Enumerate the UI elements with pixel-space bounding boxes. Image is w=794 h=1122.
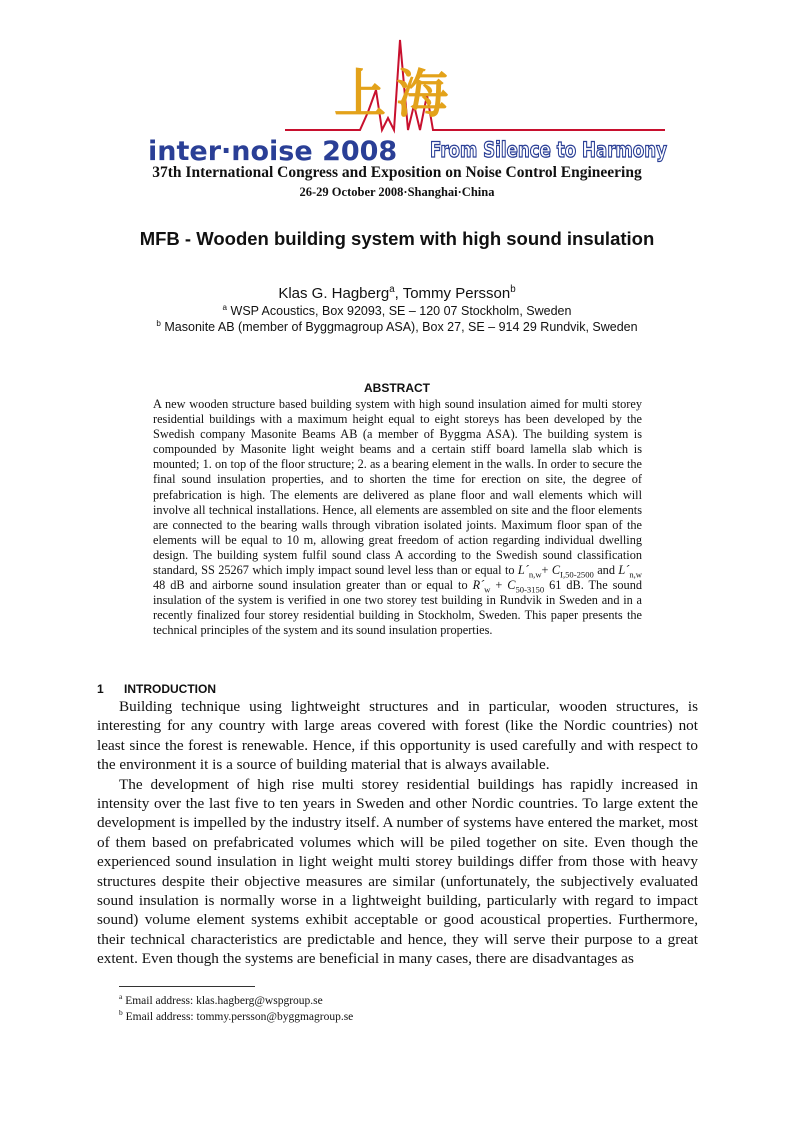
footnote-a-sup: a <box>119 992 123 1002</box>
symbol-ln-2-sub: n,w <box>629 569 642 580</box>
author-separator: , <box>394 285 403 302</box>
affiliation-a-text: WSP Acoustics, Box 92093, SE – 120 07 Stockholm, Sweden <box>227 304 572 318</box>
section-heading <box>97 682 216 696</box>
abstract-part-1: A new wooden structure based building system with high sound insulation aimed for multi storey residential buildings with a maximum height equal to eight storeys has been developed by the Swedish company Masonite Beams AB (a member of Byggma ASA). The building system is compounded by Masonite light weight beams and a certain stiff board lamella slab which is mounted; 1. on top of the floor structure; 2. as a bearing element in the walls. In order to secure the final sound insulation properties, and to shorten the time for erection on site, the degree of prefabrication is high. The elements are delivered as plane floor and wall elements which will involve all technical installations. Hence, all elements are assembled on site and the floor elements are connected to the bearing walls through vibration isolated joints. Maximum floor span of the elements will be equal to 10 m, allowing great freedom of action regarding individual dwelling design. The building system fulfil sound class A according to the Swedish sound classification standard, SS 25267 which imply impact sound level less than or equal to <box>153 397 642 578</box>
footnote-b-text: Email address: tommy.persson@byggmagroup.se <box>122 1011 354 1023</box>
congress-dates: 26-29 October 2008·Shanghai·China <box>299 185 495 199</box>
affiliation-b-text: Masonite AB (member of Byggmagroup ASA), Box 27, SE – 914 29 Rundvik, Sweden <box>160 320 638 334</box>
conference-logo <box>0 0 794 170</box>
footnote-a-text: Email address: klas.hagberg@wspgroup.se <box>122 995 323 1007</box>
footnote-rule <box>119 986 255 987</box>
footnote-b-sup: b <box>119 1008 123 1018</box>
symbol-rw-sub: w <box>484 584 491 595</box>
symbol-ln: L´ <box>517 563 529 578</box>
author-1-sup: a <box>389 284 395 295</box>
and-text: and <box>593 563 619 578</box>
symbol-rw: R´ <box>472 578 485 593</box>
abstract-text <box>153 397 642 639</box>
symbol-ln-2: L´ <box>618 563 630 578</box>
author-2: Tommy Persson <box>402 285 511 302</box>
congress-title: 37th International Congress and Exposition on Noise Control Engineering <box>152 164 642 181</box>
affiliation-b <box>150 319 644 335</box>
logo-slogan: From Silence to Harmony <box>430 138 668 162</box>
symbol-ci-sub: I,50-2500 <box>560 569 594 580</box>
symbol-ln-sub: n,w <box>528 569 542 580</box>
symbol-ci: C <box>551 563 561 578</box>
author-2-sup: b <box>510 284 516 295</box>
section-body <box>97 697 698 969</box>
abstract-part-2: 48 dB and airborne sound insulation greater than or equal to <box>153 578 473 593</box>
paragraph-1: Building technique using lightweight structures and in particular, wooden structures, is interesting for any country with large areas covered with forest (like the Nordic countries) not least since the forest is renewable. Hence, if this opportunity is used carefully and with respect to the environment it is a source of building material that is always available. <box>97 698 698 774</box>
authors <box>0 285 794 302</box>
paragraph-2: The development of high rise multi storey residential buildings has rapidly increased in intensity over the last five to ten years in Sweden and other Nordic countries. To large extent the development is impelled by the industry itself. A number of systems have entered the market, most of them based on prefabricated volumes which will be piled together on site. Even though the experienced sound insulation in light weight multi storey buildings differ from those with heavy structures despite their objective measures are similar (unfortunately, the subjectively evaluated sound insulation is normally worse in a lightweight building, particularly with regard to impact sound) volume element systems exhibit acceptable or good acoustical properties. Furthermore, their technical characteristics are predictable and hence, they will serve their purpose to a great extent. Even though the systems are beneficial in many cases, there are disadvantages as <box>97 775 698 968</box>
plus-1: + <box>541 563 552 578</box>
logo-brand: inter·noise 2008 <box>148 136 398 167</box>
affiliation-b-sup: b <box>156 318 161 328</box>
affiliation-a <box>150 303 644 319</box>
plus-2: + <box>490 578 508 593</box>
symbol-c-sub: 50-3150 <box>515 584 545 595</box>
affiliation-a-sup: a <box>222 302 228 312</box>
paper-title: MFB - Wooden building system with high sound insulation <box>139 228 655 249</box>
abstract-heading: ABSTRACT <box>364 381 430 395</box>
author-1: Klas G. Hagberg <box>278 285 390 302</box>
logo-chinese: 上海 <box>334 65 459 125</box>
abstract-part-3: 61 dB. The sound insulation of the system is verified in one two storey test building in Rundvik in Sweden and in a recently finalized four storey residential building in Stockholm, Sweden. This paper presents the technical principles of the system and its sound insulation properties. <box>153 578 642 638</box>
section-title: INTRODUCTION <box>124 682 216 696</box>
section-number: 1 <box>97 682 104 696</box>
footnote-b <box>119 1008 354 1023</box>
footnote-a <box>119 992 323 1007</box>
symbol-c: C <box>507 578 516 593</box>
